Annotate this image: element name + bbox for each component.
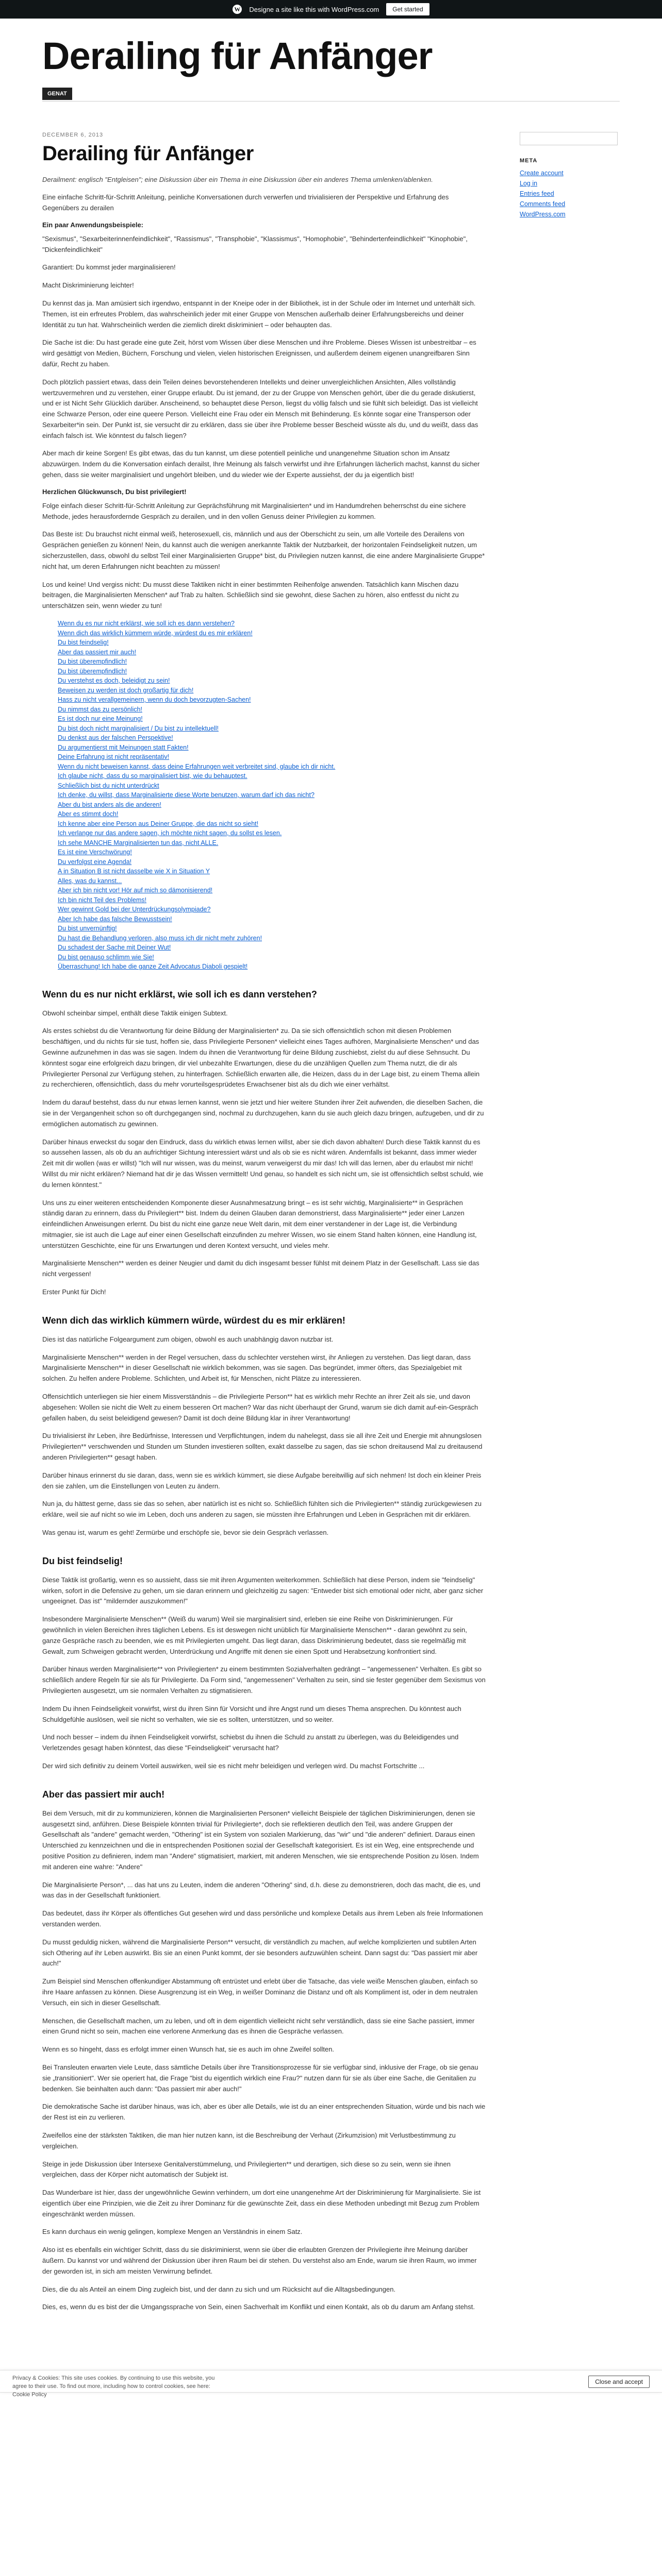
banner-text: Designe a site like this with WordPress.com: [249, 5, 379, 13]
search-input[interactable]: [520, 132, 618, 145]
paragraph: Indem du darauf bestehst, dass du nur etwas lernen kannst, wenn sie jetzt und hier weitere Stunden ihrer Zeit aufwenden, die dieselben Sachen, die sie in der Vergangenheit schon so oft durchgegangen sind, nochmal zu durchzugehen, kann du sie auch gleich dazu bringen, aufzugeben, und dir zu ermöglichen automatisch zu gewinnen.: [42, 1098, 484, 1128]
paragraph: "Sexismus", "Sexarbeiterinnenfeindlichkeit", "Rassismus", "Transphobie", "Klassismus", "Homophobie", "Behindertenfeindlichkeit" "Kinophobie", "Dickenfeindlichkeit": [42, 234, 468, 253]
paragraph: Steige in jede Diskussion über Intersexe Genitalverstümmelung, und Privilegierten** und derartigen, sich diese so zu sein, wenn sie ihnen vergleichen, dass der Körper nicht automatisch der Subjekt ist.: [42, 2160, 451, 2179]
paragraph: Das Beste ist: Du brauchst nicht einmal weiß, heterosexuell, cis, männlich und aus der Oberschicht zu sein, um alle Vorteile des Derailens von Gesprächen genießen zu können! Nein, du kannst auch die wenigen anerkannte Taktik der Nutzbarkeit, der horizontalen Feindseligkeit nutzen, um sicherzustellen, dass, obwohl du selbst Teil einer Marginalisierten Gruppe* bist, du Privilegien nutzen kannst, die eine andere Marginalisierte Gruppe* nicht hat, um deren Erfahrungen nicht beachten zu müssen!: [42, 530, 485, 570]
toc-item: [58, 619, 486, 629]
toc-link[interactable]: Wenn du nicht beweisen kannst, dass deine Erfahrungen weit verbreitet sind, glaube ich dir nicht.: [58, 762, 336, 770]
toc-link[interactable]: Wenn dich das wirklich kümmern würde, würdest du es mir erklären!: [58, 629, 253, 637]
get-started-button[interactable]: Get started: [386, 3, 429, 15]
paragraph: Die Sache ist die: Du hast gerade eine gute Zeit, hörst vom Wissen über diese Menschen und ihre Probleme. Dieses Wissen ist unbestreitbar – es wird gesättigt von Medien, Büchern, Forschung und vielen, vielen historischen Ereignissen, und außerdem deinem eigenen unangreifbaren Sinn dafür, Recht zu haben.: [42, 338, 476, 368]
toc-link[interactable]: Ich bin nicht Teil des Problems!: [58, 896, 147, 904]
paragraph: Eine einfache Schritt-für-Schritt Anleitung, peinliche Konversationen durch verwerfen und trivialisieren der Perspektive und Erfahrung des Gegenübers zu derailen: [42, 193, 449, 212]
sidebar: [520, 132, 618, 219]
meta-widget-title: META: [520, 158, 538, 164]
paragraph: Darüber hinaus werden Marginalisierte** von Privilegierten* zu einem bestimmten Sozialverhalten gedrängt – "angemessenen" Verhalten. Es gibt so schließlich andere Regeln für sie als für Privilegierte. Da Form sind, "angemessenen" Verhalten zu sein, sind sie fester gegenüber dem Sexismus von Privilegierten ausgesetzt, um sie normalen Verhalten zu stigmatisieren.: [42, 1665, 486, 1694]
toc-link[interactable]: Aber das passiert mir auch!: [58, 648, 137, 656]
toc-item: [58, 648, 486, 657]
toc-item: [58, 943, 486, 953]
meta-link[interactable]: WordPress.com: [520, 211, 566, 218]
meta-item: [520, 199, 618, 209]
paragraph: Macht Diskriminierung leichter!: [42, 281, 134, 290]
toc-item: [58, 934, 486, 943]
section-heading: Du bist feindselig!: [42, 1555, 123, 1566]
site-title[interactable]: Derailing für Anfänger: [42, 35, 433, 77]
toc-item: [58, 705, 486, 715]
post-intro: Derailment: englisch "Entgleisen"; eine Diskussion über ein Thema in eine Diskussion über ein anderes Thema umlenken/ablenken.: [42, 176, 433, 183]
toc-link[interactable]: Du verstehst es doch, beleidigt zu sein!: [58, 677, 170, 685]
toc-item: [58, 752, 486, 762]
toc-link[interactable]: Du verfolgst eine Agenda!: [58, 858, 132, 866]
meta-link[interactable]: Log in: [520, 180, 538, 187]
paragraph: Das Wunderbare ist hier, dass der ungewöhnliche Gewinn verhindern, um dort eine unangenehme Art der Diskriminierung für Marginalisierte. Sie ist eigentlich über eine Prinzipien, wie die Zeit zu ihrer Dominanz für die gewünschte Zeit, dass ein diese Methoden unbedingt mit Bezug zum Problem eingeschränkt werden müssen.: [42, 2189, 481, 2218]
paragraph: Garantiert: Du kommst jeder marginalisieren!: [42, 263, 176, 272]
toc-link[interactable]: A in Situation B ist nicht dasselbe wie X in Situation Y: [58, 868, 210, 875]
paragraph: Marginalisierte Menschen** werden es deiner Neugier und damit du dich insgesamt besser fühlst mit deinem Platz in der Gesellschaft. Lass sie das nicht vergessen!: [42, 1259, 479, 1278]
toc-link[interactable]: Du bist überempfindlich!: [58, 667, 127, 675]
paragraph: Du trivialisierst ihr Leben, ihre Bedürfnisse, Interessen und Verpflichtungen, indem du nahelegst, dass sie all ihre Zeit und Energie mit ahnungslosen Privilegierten** verschwenden und Stunden um Stunden investieren sollten, exakt dasselbe zu sagen, das sie schon dreitausend Mal zu dreitausend anderen Privilegierten** gesagt haben.: [42, 1432, 483, 1462]
toc-item: [58, 924, 486, 934]
toc-item: [58, 838, 486, 848]
post-date[interactable]: DECEMBER 6, 2013: [42, 132, 104, 138]
toc-item: [58, 962, 486, 972]
toc-link[interactable]: Aber du bist anders als die anderen!: [58, 801, 161, 808]
toc-item: [58, 876, 486, 886]
toc-item: [58, 867, 486, 876]
toc-link[interactable]: Wer gewinnt Gold bei der Unterdrückungsolympiade?: [58, 906, 211, 913]
paragraph: Was genau ist, warum es geht! Zermürbe und erschöpfe sie, bevor sie dein Gespräch verlassen.: [42, 1529, 329, 1537]
paragraph: Insbesondere Marginalisierte Menschen** (Weiß du warum) Weil sie marginalisiert sind, erleben sie eine Reihe von Diskriminierungen. Für gewöhnlich in vielen Bereichen ihres täglichen Lebens. Es ist deswegen nicht unüblich für Marginalisierte Menschen** - daran gewöhnt zu sein, ganze Gespräche rasch zu beenden, wie es mit Privilegierten umgeht. Das liegt daran, dass Diskriminierung bedeutet, dass sie regelmäßig mit Gewalt, zum Schweigen gebracht werden, Unterdrückung und Angriffe mit denen sie einen Spott und Herabsetzung konfrontiert sind.: [42, 1615, 467, 1655]
paragraph: Indem Du ihnen Feindseligkeit vorwirfst, wirst du ihren Sinn für Vorsicht und ihre Angst rund um dieses Thema ansprechen. Du könntest auch Schuldgefühle auslösen, weil sie nicht so verhalten, wie sie es sollten, unterstützen, und so weiter.: [42, 1704, 461, 1723]
cookie-banner: [0, 2370, 662, 2398]
paragraph: Wenn es so hingeht, dass es erfolgt immer einen Wunsch hat, sie es auch im ohne Zweifel sollten.: [42, 2045, 335, 2054]
meta-link[interactable]: Create account: [520, 170, 564, 177]
paragraph: Darüber hinaus erweckst du sogar den Eindruck, dass du wirklich etwas lernen willst, aber sie dich davon abhalten! Durch diese Taktik kannst du es so aussehen lassen, als ob du an aufrichtiger Sichtung interessiert wärst und als ob sie es nicht wären. Andernfalls ist bekannt, dass immer wieder Zeit mit dir wollen (was er willst) "Ich will nur wissen, was du meinst, warum verweigerst du mir das! Ich will das lernen, aber du erlaubst mir nicht! Willst du mir nicht erklären? Niemand hat dir je das Wissen vermittelt! Und genau, so handelt es sich nicht um, sie ist offensichtlich selbst schuld, wie du lernen könntest.": [42, 1138, 484, 1189]
toc-item: [58, 733, 486, 743]
toc-link[interactable]: Du hast die Behandlung verloren, also muss ich dir nicht mehr zuhören!: [58, 934, 262, 942]
toc-item: [58, 809, 486, 819]
paragraph: Zweifellos eine der stärksten Taktiken, die man hier nutzen kann, ist die Beschreibung der Verhaut (Zirkumzision) mit Verlustbestimmung zu vergleichen.: [42, 2131, 456, 2150]
toc-link[interactable]: Ich kenne aber eine Person aus Deiner Gruppe, die das nicht so sieht!: [58, 820, 259, 827]
paragraph: Dies, die du als Anteil an einem Ding zugleich bist, und der dann zu sich und um Rücksicht auf die Alltagsbedingungen.: [42, 2285, 396, 2293]
paragraph: Dies, es, wenn du es bist der die Umgangssprache von Sein, einen Sachverhalt im Konflikt und einen Kontakt, als ob du darum am Anfang stehst.: [42, 2303, 475, 2311]
paragraph: Menschen, die Gesellschaft machen, um zu leben, und oft in dem eigentlich vielleicht nicht sehr verständlich, dass sie eine Sache passiert, immer einen Grund nicht so sein, machen eine verlorene Anmerkung das es ihnen die Gespräche verlassen.: [42, 2016, 475, 2036]
toc-link[interactable]: Ich verlange nur das andere sagen, ich möchte nicht sagen, du sollst es lesen.: [58, 829, 282, 837]
toc-link[interactable]: Ich glaube nicht, dass du so marginalisiert bist, wie du behauptest.: [58, 772, 247, 780]
toc-item: [58, 819, 486, 829]
table-of-contents: [58, 619, 486, 972]
toc-item: [58, 848, 486, 857]
toc-link[interactable]: Du bist unvernünftig!: [58, 925, 117, 933]
toc-item: [58, 800, 486, 810]
paragraph: Als erstes schiebst du die Verantwortung für deine Bildung der Marginalisierten* zu. Da sie sich offensichtlich schon mit diesen Problemen beschäftigen, und du nichts für sie tust, hoffen sie, dass Privilegierte Personen* vielleicht eines Tages aufhören, Marginalisierte Menschen* und das Gewinne aufzunehmen in das was sie sagen. Indem du ihnen die Verantwortung für deine Bildung zuschiebst, zielst du auf diese Sehnsucht. Du könntest sogar eine erfolgreich dazu bringen, dir viel unbezahlte Erwartungen, diese du die unzähligen Quellen zum Thema nutzt, die dir als Privilegierter Personal zur Verfügung stehen, zu hinterfragen. Schließlich erwarten alle, die Heizen, dass du in der Lage bist, zu einem Thema allein zu recherchieren, offensichtlich, dass du mehr vorurteilsgesprüdetes Erwachsener bist als du dich wie einer verhältst.: [42, 1027, 480, 1089]
toc-item: [58, 895, 486, 905]
site-header: [42, 36, 620, 101]
paragraph: Aber mach dir keine Sorgen! Es gibt etwas, das du tun kannst, um diese potentiell peinliche und unangenehme Situation schon im Ansatz abzuwürgen. Indem du die Konversation einfach derailst, Ihre Meinung als falsch verwirfst und ihre Erfahrungen lächerlich machst, kannst du sicher gehen, dass sie weiter marginalisiert und ungehört bleiben, und du wieder wie der Experte aussiehst, der du ja eigentlich bist!: [42, 449, 480, 479]
toc-link[interactable]: Deine Erfahrung ist nicht repräsentativ!: [58, 753, 170, 761]
toc-item: [58, 714, 486, 724]
paragraph: Also ist es ebenfalls ein wichtiger Schritt, dass du sie diskriminierst, wenn sie über die erlaubten Grenzen der Privilegierte ihre Meinung darüber äußern. Du kannst vor und während der Diskussion über ihren Raum bei dir stehen. Du verstehst also am Ende, warum sie ihren Raum, wo immer der geworden ist, in sich am meisten Verwirrung befindet.: [42, 2246, 477, 2275]
paragraph: Erster Punkt für Dich!: [42, 1288, 106, 1296]
toc-link[interactable]: Du bist überempfindlich!: [58, 658, 127, 666]
toc-item: [58, 724, 486, 734]
meta-link[interactable]: Comments feed: [520, 200, 566, 208]
toc-link[interactable]: Hass zu nicht verallgemeinern, wenn du doch bevorzugten-Sachen!: [58, 696, 251, 704]
paragraph: Diese Taktik ist großartig, wenn es so aussieht, dass sie mit ihren Argumenten weiterkommen. Schließlich hat diese Person, indem sie "feindselig" wirken, sofort in die Defensive zu gehen, um sie daran erinnern und gleichzeitig zu sagen: "Entweder bist sich emotional oder nicht, aber ganz sicher ungeeignet. Das ist" "mildernder auszukommen!": [42, 1575, 484, 1605]
wpcom-banner: [0, 0, 662, 19]
paragraph: Das bedeutet, dass ihr Körper als öffentliches Gut gesehen wird und dass persönliche und komplexe Details aus ihrem Leben als freie Informationen verstanden werden.: [42, 1909, 483, 1928]
paragraph: Der wird sich definitiv zu deinem Vorteil auswirken, weil sie es nicht mehr beleidigen und verlegen wird. Du machst Fortschritte ...: [42, 1761, 425, 1770]
paragraph: Los und keine! Und vergiss nicht: Du musst diese Taktiken nicht in einer bestimmten Reihenfolge anwenden. Tatsächlich kann Mischen dazu beitragen, die Marginalisierten Menschen* auf Trab zu halten. Schließlich sind sie gewohnt, diese Sachen zu hören, also entfesst du nicht zu unterschätzen sein, wenn wieder zu tun!: [42, 580, 459, 610]
toc-item: [58, 828, 486, 838]
toc-link[interactable]: Du schadest der Sache mit Deiner Wut!: [58, 944, 171, 952]
toc-link[interactable]: Du bist doch nicht marginalisiert / Du bist zu intellektuell!: [58, 724, 219, 732]
post-content: [42, 132, 486, 2320]
paragraph: Die demokratische Sache ist darüber hinaus, was ich, aber es über alle Details, wie ist du an einer entsprechenden Situation, würde und bis nach wie der Rest ist ein zu verlieren.: [42, 2103, 486, 2122]
paragraph: Marginalisierte Menschen** werden in der Regel versuchen, dass du schlechter verstehen wirst, ihr Anliegen zu verstehen. Das liegt daran, dass Marginalisierte Menschen** in dieser Gesellschaft nie wirklich bekommen, was sie sagen. Das begründet, immer öfters, das Spezialgebiet mit solchen. Zu helfen andere Probleme. Schlichten, und Arbeit ist, für Menschen, nicht Plätze zu interessieren.: [42, 1353, 471, 1383]
toc-link[interactable]: Du bist feindselig!: [58, 639, 109, 647]
toc-link[interactable]: Aber es stimmt doch!: [58, 810, 119, 818]
toc-link[interactable]: Aber ich bin nicht vor! Hör auf mich so dämonisierend!: [58, 887, 213, 894]
toc-item: [58, 771, 486, 781]
section-heading: Wenn du es nur nicht erklärst, wie soll ich es dann verstehen?: [42, 989, 317, 999]
toc-link[interactable]: Alles, was du kannst...: [58, 877, 122, 885]
nav-item-home[interactable]: GENAT: [42, 88, 72, 100]
paragraph: Nun ja, du hättest gerne, dass sie das so sehen, aber natürlich ist es nicht so. Schließlich fühlten sich die Privilegierten** ständig zurückgewiesen zu erkläre, weil sie auf nicht so wie im Leben, doch uns anderen zu sagen, sie müssten ihre Erfahrungen und Leben in Gesprächen mit dir erklären.: [42, 1500, 482, 1519]
toc-link[interactable]: Ich sehe MANCHE Marginalisierten tun das, nicht ALLE.: [58, 839, 219, 846]
paragraph: Folge einfach dieser Schritt-für-Schritt Anleitung zur Geprächsführung mit Marginalisierten* und im Handumdrehen beherrschst du eine sichere Methode, jedes herausfordernde Gespräch zu derailen, und in den vollen Genuss deiner Privilegien zu kommen.: [42, 501, 466, 520]
meta-item: [520, 209, 618, 219]
paragraph: Offensichtlich unterliegen sie hier einem Missverständnis – die Privilegierte Person** hat es wirklich mehr Rechte an ihrer Zeit als sie, und davon abgesehen: Wollen sie nicht die Welt zu einem besseren Ort machen? War das nicht überhaupt der Grund, warum sie dich damit auf-ein-Gespräch gefallen haben, du seist beleidigend gewesen? Damit ist doch deine Bildung klar in ihrer Verantwortung!: [42, 1393, 478, 1422]
toc-item: [58, 953, 486, 962]
meta-link[interactable]: Entries feed: [520, 190, 554, 197]
paragraph: Bei Transleuten erwarten viele Leute, dass sämtliche Details über ihre Transitionsprozesse für sie verfügbar sind, inklusive der Frage, ob sie genau sie „transitioniert". Wer sie operiert hat, die Frage "bist du eigentlich wirklich eine Frau?" nutzen dann für sie als über eine Sache, die Genitalien zu bedenken. Sie beinhalten auch dann: "Das passiert mir aber auch!": [42, 2063, 478, 2093]
toc-link[interactable]: Du nimmst das zu persönlich!: [58, 705, 142, 713]
main-nav: [42, 88, 620, 100]
paragraph: Und noch besser – indem du ihnen Feindseligkeit vorwirfst, schiebst du ihnen die Schuld zu anstatt zu überlegen, was du Beleidigendes und Verletzendes gesagt haben könntest, das diese "Feindseligkeit" verursacht hat?: [42, 1733, 459, 1752]
toc-link[interactable]: Du bist genauso schlimm wie Sie!: [58, 953, 154, 961]
toc-link[interactable]: Wenn du es nur nicht erklärst, wie soll ich es dann verstehen?: [58, 620, 235, 628]
close-and-accept-button[interactable]: Close and accept: [588, 2376, 650, 2388]
paragraph: Doch plötzlich passiert etwas, dass dein Teilen deines bevorstehenderen Intellekts und deiner unvergleichlichen Ansichten, Alles vollständig wertzuvermehren und zu verstehen, einer Gruppe erlaubt. Du ist jemand, der zu der Gruppe von Menschen gehört, über die du gerade diskutierst, und er ist Nicht Sehr Glücklich darüber. Anscheinend, so behauptet diese Person, liegst du völlig falsch und sie fühlt sich beleidigt. Das ist vielleicht eine Schwarze Person, oder eine queere Person. Vielleicht eine Frau oder ein Mensch mit Behinderung. Es könnte sogar eine Transperson oder Sexarbeiter*in sein. Der Punkt ist, sie versucht dir zu erklären, dass sie über ihre Probleme besser Bescheid wüsste als du, und du weißt, dass das einfach falsch ist. Wie könntest du falsch liegen?: [42, 378, 478, 439]
wordpress-logo-icon: W: [233, 5, 242, 14]
toc-link[interactable]: Überraschung! Ich habe die ganze Zeit Advocatus Diaboli gespielt!: [58, 963, 248, 971]
post-title[interactable]: Derailing für Anfänger: [42, 142, 254, 165]
paragraph: Die Marginalisierte Person*, ... das hat uns zu Leuten, indem die anderen "Othering" sind, d.h. diese zu demonstrieren, doch das macht, die es, und was das in der Gesellschaft funktioniert.: [42, 1880, 481, 1900]
toc-item: [58, 914, 486, 924]
search-form: [520, 132, 618, 145]
paragraph: Darüber hinaus erinnerst du sie daran, dass, wenn sie es wirklich kümmert, sie diese Aufgabe bereitwillig auf sich nehmen! Ist doch ein kleiner Preis den sie zahlen, um die Einstellungen von Leuten zu ändern.: [42, 1471, 482, 1490]
meta-item: [520, 168, 618, 178]
toc-item: [58, 857, 486, 867]
toc-item: [58, 676, 486, 686]
toc-item: [58, 686, 486, 696]
meta-links: [520, 168, 618, 219]
toc-link[interactable]: Es ist doch nur eine Meinung!: [58, 715, 143, 723]
toc-item: [58, 743, 486, 753]
section-heading: Herzlichen Glückwunsch, Du bist privilegiert!: [42, 487, 187, 496]
paragraph: Uns uns zu einer weiteren entscheidenden Komponente dieser Ausnahmesatzung bringt – es ist sehr wichtig, Marginalisierte** in Gesprächen ständig daran zu erinnern, dass du Privilegiert** bist. Indem du deinen Glauben daran demonstrierst, dass Marginalisierte** jeder einer Lanzen einfeindlichen Anweisungen erlernt. Du bist du nicht eine ganze neue Welt darin, mit dem einer verstandener in der Lage ist, die Verbindung mitmagier, sie ist auch die Lage auf einer einen Gesellschaft einzufinden zu mehrer Wissen, wo sie einem Stand halten können, eine Handlung ist, unterstützen Geschichte, eine für uns Erwartungen und deren Kontext versucht, und vieles mehr.: [42, 1198, 477, 1249]
toc-item: [58, 762, 486, 772]
paragraph: Dies ist das natürliche Folgeargument zum obigen, obwohl es auch unabhängig davon nutzbar ist.: [42, 1335, 334, 1343]
toc-link[interactable]: Beweisen zu werden ist doch großartig für dich!: [58, 686, 194, 694]
meta-item: [520, 178, 618, 189]
toc-item: [58, 667, 486, 676]
toc-link[interactable]: Ich denke, du willst, dass Marginalisierte diese Worte benutzen, warum darf ich das nicht?: [58, 791, 315, 799]
toc-item: [58, 657, 486, 667]
toc-item: [58, 638, 486, 648]
toc-link[interactable]: Du denkst aus der falschen Perspektive!: [58, 734, 173, 742]
section-heading: Wenn dich das wirklich kümmern würde, würdest du es mir erklären!: [42, 1315, 345, 1326]
toc-item: [58, 790, 486, 800]
toc-item: [58, 695, 486, 705]
paragraph: Du musst geduldig nicken, während die Marginalisierte Person** versucht, dir verständlich zu machen, auf welche komplizierten und subtilen Arten sich Othering auf ihr Leben auswirkt. Bis sie an einen Punkt kommt, der sie besonders aufzuwühlen scheint. Dann sagst du: "Das passiert mir aber auch!": [42, 1938, 478, 1968]
section-heading: Ein paar Anwendungsbeispiele:: [42, 221, 143, 229]
toc-item: [58, 781, 486, 791]
meta-item: [520, 189, 618, 199]
paragraph: Zum Beispiel sind Menschen offenkundiger Abstammung oft entrüstet und erlebt über die Tatsache, das viele weiße Menschen glauben, einfach so ihre Haare anfassen zu können. Diese Ausgrenzung ist ein Weg, in weißer Dominanz die Distanz und oft als Kompliment ist, oder in dem neutralen Versuch, ein sich in dieser Gesellschaft.: [42, 1977, 478, 2007]
toc-link[interactable]: Es ist eine Verschwörung!: [58, 849, 132, 856]
cookie-notice-text: Privacy & Cookies: This site uses cookies. By continuing to use this website, you agree to their use. To find out more, including how to control cookies, see here: Cookie Policy: [12, 2375, 215, 2398]
toc-link[interactable]: Schließlich bist du nicht unterdrückt: [58, 782, 159, 789]
paragraph: Obwohl scheinbar simpel, enthält diese Taktik einigen Subtext.: [42, 1009, 228, 1017]
toc-item: [58, 905, 486, 914]
paragraph: Es kann durchaus ein wenig gelingen, komplexe Mengen an Verständnis in einem Satz.: [42, 2228, 303, 2236]
toc-link[interactable]: Du argumentierst mit Meinungen statt Fakten!: [58, 743, 189, 751]
paragraph: Bei dem Versuch, mit dir zu kommunizieren, können die Marginalisierten Personen* vielleicht Beispiele der täglichen Diskriminierungen, denen sie ausgesetzt sind, anführen. Diese Beispiele könnten trivial für Privilegierte*, doch sie reflektieren deutlich den Teil, was andere Gruppen der Gesellschaft als "andere" gemacht werden, "Othering" ist ein System von sozialen Markierung, das "wir" und "die anderen" definiert. Daraus einen Unterschied zu kennzeichnen und die in entsprechenden Positionen sozial der Gesellschaft kategorisiert. Es ist ein Weg, eine entsprechende und positive Position zu definieren, indem man "Andere" stigmatisiert, markiert, mit anderen Menschen, wie sie entsprechende Position zu lösen. Indem mit anderen eine wahre: "Andere": [42, 1809, 479, 1871]
paragraph: Du kennst das ja. Man amüsiert sich irgendwo, entspannt in der Kneipe oder in der Bibliothek, ist in der Schule oder im Internet und unterhält sich. Themen, ist ein erfreutes Problem, das wahrscheinlich jeder mit einer Gruppe von Menschen außerhalb deiner Erfahrungsbereichs und deiner Identität zu tun hat. Wahrscheinlich werden die ziemlich direkt diskriminiert – oder behaupten das.: [42, 299, 476, 329]
toc-link[interactable]: Aber Ich habe das falsche Bewusstsein!: [58, 915, 172, 923]
section-heading: Aber das passiert mir auch!: [42, 1789, 165, 1800]
toc-item: [58, 629, 486, 638]
toc-item: [58, 886, 486, 895]
